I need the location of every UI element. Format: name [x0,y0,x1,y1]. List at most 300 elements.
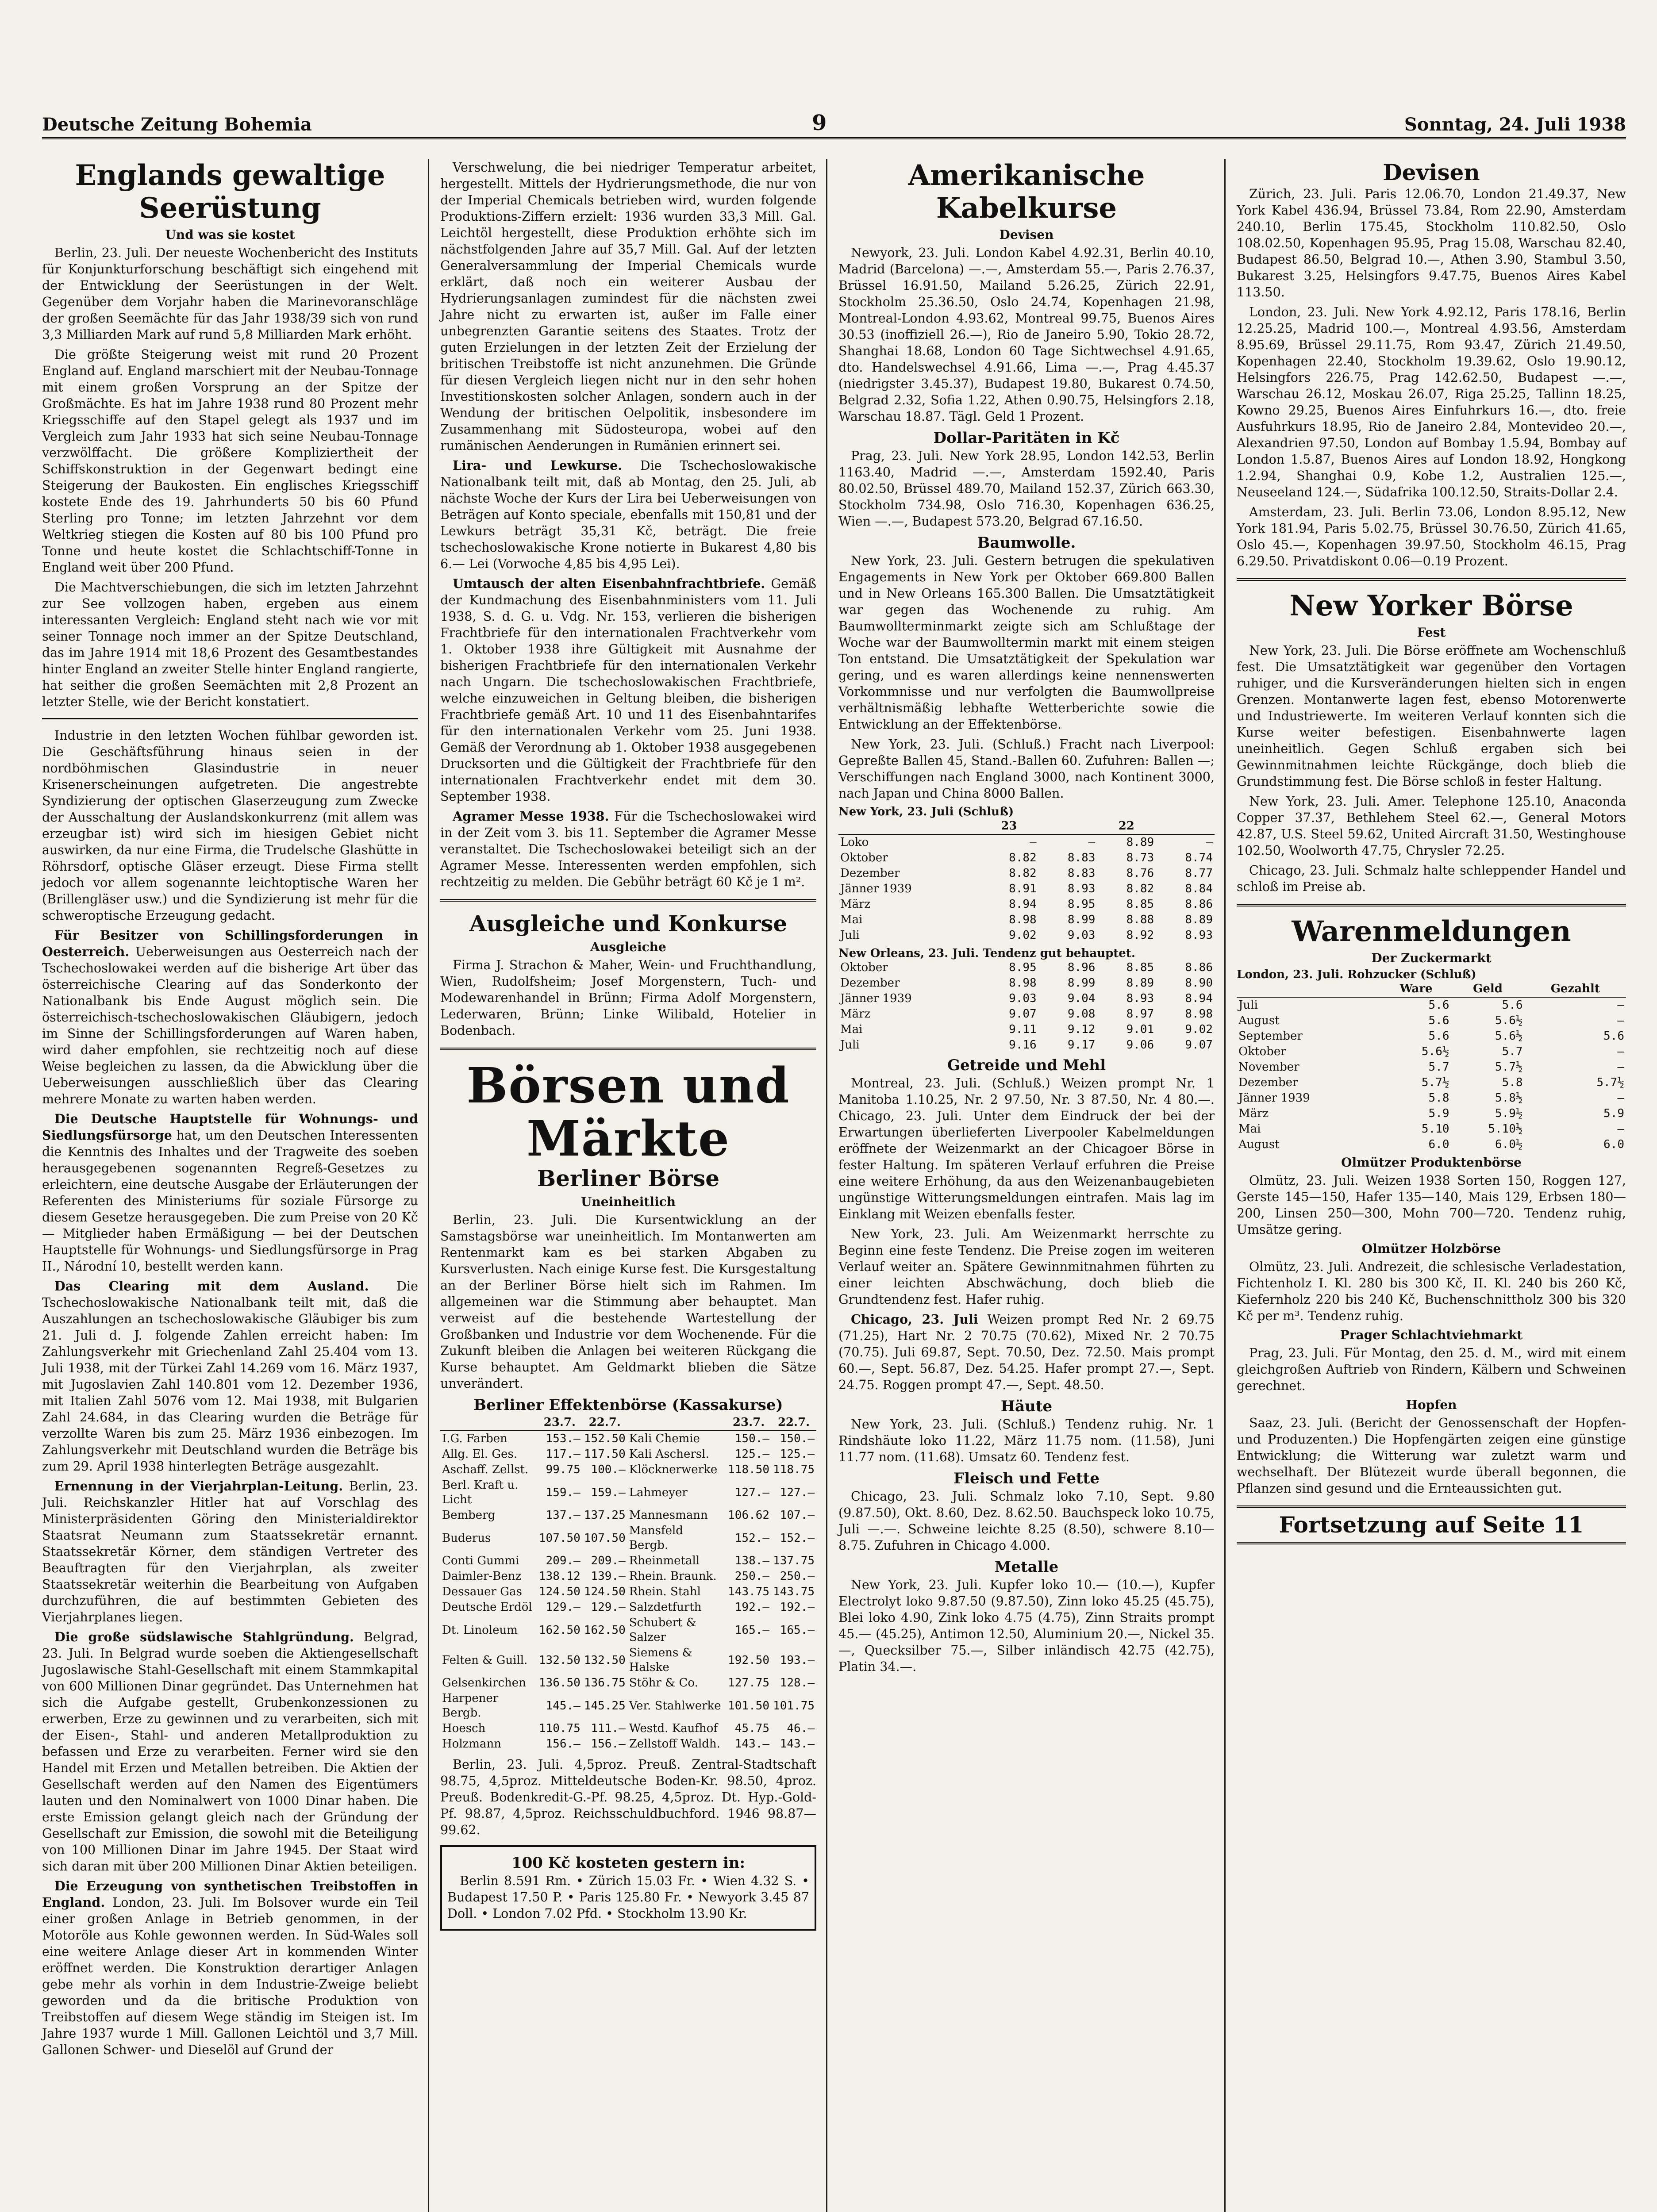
table-cell: 129.— [546,1601,581,1614]
table-cell: 159.— [546,1486,581,1499]
article-paragraph: Firma J. Strachon & Maher, Wein- und Fruchthandlung, Wien, Rudolfsheim; Josef Morgenstern, Tuch- und Modewarenhandel in Brünn; Firma Adolf Morgenstern, Lederwaren, Brünn; Linke Wilibald, Hotelier in Bodenbach. [440,958,816,1038]
table-cell: Rhein. Stahl [629,1585,701,1598]
table-cell: 8.89 [1126,836,1154,849]
table-cell: Stöhr & Co. [629,1676,698,1690]
table-cell: 9.07 [1185,1038,1213,1052]
table-cell: 143.— [780,1737,815,1751]
table-cell: 101.75 [773,1699,815,1713]
article-paragraph: Die Machtverschiebungen, die sich im letzten Jahrzehnt zur See vollzogen haben, ergeben aus einem interessanten Vergleich: England steht nach wie vor mit seiner Tonnage noch immer an der Spitze Deutschland, das im Jahre 1914 mit 18,6 Prozent des Gesamtbestandes hinter England an zweiter Stelle hinter England rangierte, hat seither die großen Seemächten mit 2,8 Prozent an letzter Stelle, wie der Bericht konstatiert. [42,580,418,709]
table-row [440,1721,816,1736]
table-cell: 9.16 [1009,1038,1037,1052]
table-cell: 8.98 [1009,913,1037,926]
section-title-metalle: Metalle [994,1558,1059,1576]
table-cell: — [1617,1045,1624,1058]
divider [1237,904,1626,906]
table-cell: Hoesch [442,1722,486,1735]
table-cell: 136.75 [584,1676,626,1690]
table-row [440,1569,816,1584]
column-4 [1237,159,1626,1544]
table-row [1237,1013,1626,1029]
section-title-ausgleiche: Ausgleiche und Konkurse [469,910,788,937]
table-cell: 8.91 [1009,882,1037,895]
table-cell: 107.50 [538,1531,581,1545]
article-paragraph: Olmütz, 23. Juli. Weizen 1938 Sorten 150, Roggen 127, Gerste 145—150, Hafer 135—140, Mais 129, Erbsen 180—200, Linsen 250—300, Mohn 700—720. Tendenz ruhig, Umsätze gering. [1237,1173,1626,1237]
article-text: Gemäß der Kundmachung des Eisenbahnministers vom 11. Juli 1938, S. d. G. u. Vdg. Nr. 153, verlieren die bisherigen Frachtbriefe für den internationalen Frachtverkehr vom 1. Oktober 1938 ihre Gültigkeit mit Ausnahme der bisherigen Frachtbriefe für den internationalen Verkehr nach Ungarn. Die tschechoslowakischen Frachtbriefe, welche einzuweichen in Geltung bleiben, die bisherigen Frachtbriefe gemäß Art. 10 und 11 des Eisenbahntarifes für den internationalen Verkehr vom 25. Juni 1938. Gemäß der Verordnung ab 1. Oktober 1938 ausgegebenen Drucksorten und die Gültigkeit der Frachtbriefe für den internationalen Frachtverkehr endet mit dem 30. September 1938. [440,576,816,804]
divider [42,718,418,719]
table-cell: Rheinmetall [629,1554,700,1567]
column-header: 23.7. [537,1415,582,1431]
article-paragraph: Olmütz, 23. Juli. Andrezeit, die schlesische Verladestation, Fichtenholz I. Kl. 280 bis 300 Kč, II. Kl. 240 bis 260 Kč, Kiefernholz 220 bis 240 Kč, Buchenschnittholz 300 bis 320 Kč per m³. Tendenz ruhig. [1237,1260,1626,1323]
table-row [440,1736,816,1752]
table-cell: 8.77 [1185,867,1213,880]
table-cell: 136.50 [538,1676,581,1690]
column-2 [440,159,816,1931]
table-row [838,897,1215,912]
table-cell: 9.17 [1067,1038,1096,1052]
table-cell: 8.86 [1185,898,1213,911]
column-header [440,1415,537,1431]
divider [1237,578,1626,581]
section-title-kabelkurse: Amerikanische Kabelkurse [908,159,1145,225]
table-cell: Rhein. Braunk. [629,1570,717,1583]
table-cell: Dessauer Gas [442,1585,522,1598]
table-cell: Mai [840,913,863,926]
table-cell: 143.75 [773,1585,815,1598]
table-row [838,1022,1215,1037]
table-cell: 8.93 [1067,882,1096,895]
table-cell: 143.75 [728,1585,770,1598]
table-cell: 139.— [591,1570,626,1583]
continuation-banner [1237,1505,1626,1544]
section-title-fleisch: Fleisch und Fette [953,1470,1100,1487]
table-caption: New Orleans, 23. Juli. Tendenz gut behauptet. [838,947,1135,960]
table-cell: 165.— [780,1623,815,1637]
table-cell: 193.— [780,1653,815,1667]
table-cell: 9.03 [1067,929,1096,942]
newspaper-page [42,111,1626,2212]
table-cell: 5.9½ [1495,1107,1523,1120]
table-cell: 152.50 [584,1432,626,1445]
table-cell: Loko [840,836,869,849]
table-cell: 165.— [734,1623,770,1637]
table-cell: 6.0 [1603,1138,1624,1151]
table-cell: 132.50 [538,1653,581,1667]
table-cell: 8.98 [1185,1007,1213,1021]
table-cell: — [1617,1122,1624,1136]
table-cell: 5.8½ [1495,1091,1523,1105]
continuation-text: Fortsetzung auf Seite 11 [1279,1512,1584,1538]
subhead: Und was sie kostet [165,227,295,242]
article-paragraph: Die größte Steigerung weist mit rund 20 Prozent England auf. England marschiert mit der Neubau-Tonnage mit einem großen Vorsprung an der Spitze der Großmächte. Es hat im Jahre 1938 rund 80 Prozent mehr Kriegsschiffe auf den Stapel gelegt als 1937 und im Vergleich zum Jahr 1933 hat sich seine Neubau-Tonnage verzwölffacht. Die größere Kompliziertheit der Schiffskonstruktion in der Gegenwart bedingt eine Steigerung der Baukosten. Ein englisches Kriegsschiff kostete Ende des 19. Jahrhunderts 50 bis 60 Pfund Sterling pro Tonne; im letzten Jahrzehnt vor dem Weltkrieg stiegen die Kosten auf 80 bis 100 Pfund pro Tonne und heute kostet die Schlachtschiff-Tonne in England weit über 200 Pfund. [42,347,418,575]
table-cell: 5.8 [1502,1076,1523,1089]
table-cell: 5.9 [1428,1107,1449,1120]
section-heading: Agramer Messe 1938. [453,809,609,824]
table-cell: Salzdetfurth [629,1601,702,1614]
article-paragraph: New York, 23. Juli. Die Börse eröffnete am Wochenschluß fest. Die Umsatztätigkeit war gegenüber den Vortagen ruhiger, und die Kursveränderungen hielten sich in engen Grenzen. Montanwerte lagen fest, ebenso Motorenwerte und Industriewerte. Im weiteren Verlauf konnten sich die Kurse weiter befestigen. Eisenbahnwerte lagen uneinheitlich. Gegen Schluß ergaben sich bei Gewinnmitnahmen leichte Rückgänge, doch blieb die Grundstimmung fest. Die Börse schloß in fester Haltung. [1237,643,1626,789]
table-cell: Allg. El. Ges. [442,1448,518,1461]
box-text: Berlin 8.591 Rm. • Zürich 15.03 Fr. • Wien 4.32 S. • Budapest 17.50 P. • Paris 125.80 Fr. • Newyork 3.45 87 Doll. • London 7.02 Pfd. • Stockholm 13.90 Kr. [447,1874,809,1921]
table-cell: 137.— [546,1509,581,1522]
table-cell: 9.12 [1067,1023,1096,1036]
table-cell: 8.95 [1009,961,1037,974]
column-header: Geld [1451,981,1525,997]
table-cell: 125.— [734,1448,770,1461]
subhead: Olmützer Holzbörse [1361,1241,1501,1256]
headline-seeruestung: Englands gewaltige Seerüstung [75,159,385,225]
table-row [440,1600,816,1615]
table-cell: 125.— [780,1448,815,1461]
table-row [1237,1029,1626,1044]
table-row [1237,1060,1626,1075]
table-cell: 8.74 [1185,851,1213,864]
column-rule [826,159,827,2212]
table-cell: 156.— [591,1737,626,1751]
table-cell: 8.94 [1185,992,1213,1005]
table-cell: 8.84 [1185,882,1213,895]
section-title-berliner-boerse: Berliner Börse [537,1165,720,1191]
column-3 [838,159,1215,1678]
table-row [440,1447,816,1462]
article-text: Weizen prompt Red Nr. 2 69.75 (71.25), Hart Nr. 2 70.75 (70.62), Mixed Nr. 2 70.75 (70.75). Juli 69.87, Sept. 70.50, Dez. 72.50. Mais prompt 60.—, Sept. 56.87, Dez. 54.25. Hafer prompt 27.—, Sept. 24.75. Roggen prompt 47.—, Sept. 48.50. [838,1312,1215,1392]
article-text: Für die Tschechoslowakei wird in der Zeit vom 3. bis 11. September die Agramer Messe veranstaltet. Die Tschechoslowakei beteiligt sich an der Agramer Messe. Interessenten werden empfohlen, sich rechtzeitig zu melden. Die Gebühr beträgt 60 Kč je 1 m². [440,809,816,889]
table-cell: 110.75 [538,1722,581,1735]
table-cell: 145.25 [584,1699,626,1713]
article-paragraph: Berlin, 23. Juli. Die Kursentwicklung an der Samstagsbörse war uneinheitlich. Im Montanwerten am Rentenmarkt kam es bei starken Abgaben zu Kursverlusten. Nach einige Kurse fest. Die Kursgestaltung an der Berliner Börse hielt sich im Rahmen. Im allgemeinen war die Stimmung aber behauptet. Man verweist auf die bestehende Wartestellung der Großbanken und Industrie vor dem Wochenende. Für die Zukunft bleiben die Anlagen bei weiteren Rückgang die Kurse behauptet. Am Geldmarkt blieben die Sätze unverändert. [440,1213,816,1391]
section-title-baumwolle: Baumwolle. [977,534,1076,552]
article-paragraph: New York, 23. Juli. (Schluß.) Tendenz ruhig. Nr. 1 Rindshäute loko 11.22, März 11.75 nom. (11.58), Juni 11.77 nom. (11.68). Umsatz 60. Tendenz fest. [838,1417,1215,1464]
table-cell: Holzmann [442,1737,501,1751]
subhead: Ausgleiche [590,940,666,954]
column-1 [42,159,418,2062]
issue-date: Sonntag, 24. Juli 1938 [1404,114,1626,135]
subhead: Devisen [999,227,1054,242]
table-cell: Oktober [840,851,888,864]
article-paragraph: Verschwelung, die bei niedriger Temperatur arbeitet, hergestellt. Mittels der Hydrierungsmethode, die nur von der Imperial Chemicals betrieben wird, wurden folgende Produktions-Ziffern erzielt: 1936 wurden 33,3 Mill. Gal. Leichtöl hergestellt, diese Produktion erhöhte sich im nächstfolgenden Jahre auf 35,7 Mill. Gal. Auf der letzten Generalversammlung der Imperial Chemicals wurde erklärt, daß noch ein weiterer Ausbau der Hydrierungsanlagen zumindest für die nächsten zwei Jahre nicht zu erwarten ist, außer im Falle einer unbegrenzten Garantie seitens des Staates. Trotz der guten Erzielungen in der letzten Zeit der Erzielung der britischen Treibstoffe ist nicht anzunehmen. Die Gründe für diesen Vergleich liegen nicht nur in den sehr hohen Investitionskosten solcher Anlagen, sondern auch in der Wendung der britischen Oelpolitik, insbesondere im Zusammenhang mit Südosteuropa, wobei auf den rumänischen Aenderungen in Rumänien erinnert sei. [440,160,816,453]
table-row [440,1675,816,1691]
section-title-ny-boerse: New Yorker Börse [1289,589,1573,622]
exchange-box [440,1845,816,1931]
table-row [440,1691,816,1721]
table-cell: 5.7½ [1495,1060,1523,1074]
column-rule [428,159,429,2212]
table-cell: 107.— [780,1509,815,1522]
article-paragraph: Chicago, 23. Juli. Schmalz loko 7.10, Sept. 9.80 (9.87.50), Okt. 8.60, Dez. 8.62.50. Bauchspeck loko 10.75, Juli —.—. Schweine leichte 8.25 (8.50), schwere 8.10—8.75. Zufuhren in Chicago 4.000. [838,1489,1215,1553]
article-paragraph: London, 23. Juli. New York 4.92.12, Paris 178.16, Berlin 12.25.25, Madrid 100.—, Montreal 4.93.56, Amsterdam 8.95.69, Brüssel 29.11.75, Rom 93.47, Zürich 21.49.50, Kopenhagen 22.40, Stockholm 19.39.62, Oslo 19.90.12, Helsingfors 226.75, Prag 142.62.50, Budapest —.—, Warschau 26.12, Moskau 26.07, Riga 25.25, Tallinn 18.25, Kowno 29.25, Buenos Aires Einfuhrkurs 16.—, dto. freie Ausfuhrkurs 18.95, Rio de Janeiro 2.84, Montevideo 20.—, Alexandrien 97.50, London auf Bombay 1.5.94, Bombay auf London 1.5.87, Buenos Aires auf London 18.92, Hongkong 1.2.94, Shanghai 0.9, Kobe 1.2, Australien 125.—, Neuseeland 124.—, Südafrika 100.12.50, Straits-Dollar 2.4. [1237,305,1626,499]
subhead: Fest [1417,625,1446,640]
table-row [1237,1075,1626,1091]
table-cell: Westd. Kaufhof [629,1722,718,1735]
cotton-ny-table [838,818,1215,943]
table-cell: 5.10 [1421,1122,1449,1136]
table-cell: 5.7 [1428,1060,1449,1074]
table-cell: 46.— [787,1722,815,1735]
table-cell: Daimler-Benz [442,1570,522,1583]
article-text: Die Tschechoslowakische Nationalbank teilt mit, daß ab Montag, den 25. Juli, ab nächste Woche der Kurs der Lira bei Ueberweisungen von Beträgen auf Konto speciale, ebenfalls mit 150,81 und der Lewkurs beträgt 35,31 Kč, beträgt. Die freie tschechoslowakische Krone notierte in Bukarest 4,80 bis 6.— Lei (Vorwoche 4,85 bis 4,95 Lei). [440,458,817,571]
table-cell: 192.— [734,1601,770,1614]
table-cell: 8.82 [1009,867,1037,880]
table-row [440,1645,816,1675]
article-paragraph: Prag, 23. Juli. Für Montag, den 25. d. M., wird mit einem gleichgroßen Auftrieb von Rindern, Kälbern und Schweinen gerechnet. [1237,1346,1626,1393]
table-cell: 8.99 [1067,976,1096,990]
table-cell: Conti Gummi [442,1554,519,1567]
table-cell: — [1088,836,1096,849]
table-cell: 8.93 [1185,929,1213,942]
table-cell: Dt. Linoleum [442,1623,518,1637]
table-cell: 100.— [591,1463,626,1476]
table-cell: Ver. Stahlwerke [629,1699,721,1713]
box-title: 100 Kč kosteten gestern in: [511,1854,746,1872]
table-cell: Bemberg [442,1509,496,1522]
table-cell: 8.96 [1067,961,1096,974]
table-cell: 8.89 [1126,976,1154,990]
article-paragraph: New York, 23. Juli. Am Weizenmarkt herrschte zu Beginn eine feste Tendenz. Die Preise zogen im weiteren Verlauf weiter an. Spätere Gewinnmitnahmen führten zu einer leichten Abschwächung, doch blieb die Grundtendenz fest. Hafer ruhig. [838,1227,1215,1307]
table-cell: 8.94 [1009,898,1037,911]
table-cell: 8.82 [1009,851,1037,864]
table-row [838,991,1215,1006]
table-cell: 9.08 [1067,1007,1096,1021]
table-cell: 6.0½ [1495,1138,1523,1151]
table-cell: 127.— [780,1486,815,1499]
table-cell: Juli [840,929,860,942]
table-cell: Felten & Guill. [442,1653,528,1667]
table-cell: 192.— [780,1601,815,1614]
table-cell: Siemens & Halske [629,1646,692,1674]
article-paragraph: Montreal, 23. Juli. (Schluß.) Weizen prompt Nr. 1 Manitoba 1.10.25, Nr. 2 97.50, Nr. 3 87.50, Nr. 4 80.—. Chicago, 23. Juli. Unter dem Eindruck der bei der Erwartungen überlieferten Liverpooler Kabelmeldungen eröffnete der Weizenmarkt an der Chicagoer Börse in fester Haltung. Im späteren Verlauf erfuhren die Preise eine weitere Erhöhung, da aus den Weizenanbaugebieten ungünstige Witterungsmeldungen eintrafen. Mais lag im Einklang mit Weizen ebenfalls fester. [838,1076,1215,1221]
table-cell: 150.— [734,1432,770,1445]
table-cell: Deutsche Erdöl [442,1601,532,1614]
table-cell: 9.07 [1009,1007,1037,1021]
table-cell: Aschaff. Zellst. [442,1463,529,1476]
table-cell: 192.50 [728,1653,770,1667]
article-text: Ueberweisungen aus Oesterreich nach der Tschechoslowakei werden auf die bisherige Art über das österreichische Clearing auf das Sonderkonto der Nationalbank bis Ende August möglich sein. Die österreichisch-tschechoslowakischen Gläubigern, jedoch im Sinne der Schillingsforderungen auf Waren haben, wird daher empfohlen, sie rechtzeitig noch auf diese Weise begleichen zu lassen, da die Abwicklung über die Ueberweisungen ausschließlich über das Clearing mehrere Monate zu warten haben werden. [42,945,418,1106]
section-heading: Umtausch der alten Eisenbahnfrachtbriefe. [453,576,765,591]
column-header: 23.7. [726,1415,771,1431]
table-cell: 159.— [591,1486,626,1499]
section-heading: Die Deutsche Hauptstelle für Wohnungs- und Siedlungsfürsorge [42,1111,418,1143]
table-cell: 132.50 [584,1653,626,1667]
masthead [42,111,1626,139]
table-row [838,960,1215,975]
table-cell: Dezember [1238,1076,1298,1089]
section-heading: Für Besitzer von Schillingsforderungen in Oesterreich. [42,928,418,959]
table-cell: 5.6 [1428,1029,1449,1043]
section-title-warenmeldungen: Warenmeldungen [1292,915,1571,948]
table-cell: November [1238,1060,1299,1074]
table-cell: September [1238,1029,1303,1043]
subhead: Der Zuckermarkt [1371,951,1492,965]
table-cell: 5.9 [1603,1107,1624,1120]
table-cell: 138.12 [538,1570,581,1583]
table-row [1237,997,1626,1013]
table-cell: 8.88 [1126,913,1154,926]
page-number: 9 [812,111,827,135]
table-cell: 8.73 [1126,851,1154,864]
article-paragraph: Amsterdam, 23. Juli. Berlin 73.06, London 8.95.12, New York 181.94, Paris 5.02.75, Brüssel 30.76.50, Zürich 41.65, Oslo 45.—, Kopenhagen 39.97.50, Stockholm 46.15, Prag 6.29.50. Privatdiskont 0.06—0.19 Prozent. [1237,505,1626,568]
table-cell: 8.76 [1126,867,1154,880]
section-title-devisen: Devisen [1383,159,1480,185]
article-paragraph: Industrie in den letzten Wochen fühlbar geworden ist. Die Geschäftsführung hinaus seien in der nordböhmischen Glasindustrie in neuer Krisenerscheinungen aufgetreten. Die angestrebte Syndizierung der optischen Glaserzeugung zum Zwecke der Ausschaltung der Auslandskonkurrenz (mit allem was erzeugbar ist) wird sich im hiesigen Gebiet nicht auswirken, da nur eine Firma, die Trudelsche Glashütte in Röhrsdorf, optische Gläser erzeugt. Diese Firma stellt jedoch vor allem sogenannte leichtoptische Waren her (Brillengläser usw.) und die Syndizierung ist mehr für die schweroptische Erzeugung gedacht. [42,728,418,923]
table-cell: 9.01 [1126,1023,1154,1036]
table-cell: 5.6½ [1495,1029,1523,1043]
table-cell: Juli [1238,998,1258,1012]
table-cell: 152.— [780,1531,815,1545]
table-cell: 250.— [780,1570,815,1583]
article-paragraph: New York, 23. Juli. (Schluß.) Fracht nach Liverpool: Gepreßte Ballen 45, Stand.-Ballen 60. Zufuhren: Ballen —; Verschiffungen nach England 3000, nach Kontinent 3000, nach Japan und China 8000 Ballen. [838,737,1215,801]
table-cell: 99.75 [546,1463,581,1476]
column-header: Gezahlt [1525,981,1626,997]
table-cell: 124.50 [538,1585,581,1598]
table-cell: Oktober [840,961,888,974]
article-text: Berlin, 23. Juli. Reichskanzler Hitler hat auf Vorschlag des Ministerpräsidenten Göring den Ministerialdirektor Staatsrat Neumann zum Staatssekretär ernannt. Staatssekretär Körner, dem ständigen Vertreter des Beauftragten für den Vierjahrplan, als zweiter Staatssekretär weiterhin die Bearbeitung von Aufgaben durchzuführen, die auf bestimmten Gebieten des Vierjahrplanes liegen. [42,1479,419,1624]
table-cell: 8.99 [1067,913,1096,926]
table-cell: 5.7½ [1421,1076,1449,1089]
table-cell: Mansfeld Bergb. [629,1524,683,1552]
table-cell: 127.— [734,1486,770,1499]
table-cell: Lahmeyer [629,1486,688,1499]
subhead: Hopfen [1406,1398,1457,1412]
column-header [1156,818,1215,834]
table-cell: — [1617,1014,1624,1027]
table-cell: 118.75 [773,1463,815,1476]
table-cell: Dezember [840,867,900,880]
divider [440,1048,816,1050]
table-caption: London, 23. Juli. Rohzucker (Schluß) [1237,968,1476,981]
table-cell: Mai [1238,1122,1261,1136]
divider [440,899,816,902]
table-cell: 8.90 [1185,976,1213,990]
article-text: Belgrad, 23. Juli. In Belgrad wurde soeben die Aktiengesellschaft Jugoslawische Stahl-Gesellschaft mit einem Stammkapital von 600 Millionen Dinar gegründet. Das Unternehmen hat sich die Aufgabe gestellt, Grubenkonzessionen zu erwerben, Erze zu gewinnen und zu verarbeiten, sich mit der Eisen-, Stahl- und anderen Metallproduktion zu befassen und Erze zu verarbeiten. Ferner wird sie den Handel mit Erzen und Metallen betreiben. Die Aktien der Gesellschaft werden auf den Namen des Eigentümers lauten und den Nominalwert von 1000 Dinar haben. Die erste Emission gelangt gleich nach der Gründung der Gesellschaft zur Emission, die sowohl mit die Beteiligung von 100 Millionen Dinar im Jahre 1945. Der Staat wird sich daran mit über 200 Millionen Dinar Aktien beteiligen. [42,1630,418,1874]
table-row [440,1553,816,1569]
section-title-getreide: Getreide und Mehl [947,1056,1106,1074]
article-paragraph: New York, 23. Juli. Gestern betrugen die spekulativen Engagements in New York per Oktober 669.800 Ballen und in New Orleans 165.300 Ballen. Die Umsatztätigkeit war gegen das Wochenende zu ruhig. Am Baumwollterminmarkt zeigte sich am Schlußtage der Woche war der Baumwolltermin markt mit einem steigen Ton entstand. Die Umsatztätigkeit der Spekulation war gering, und es waren allerdings keine nennenswerten Vorkommnisse und nur verfolgten die Baumwollpreise verhältnismäßig lebhafte Wetterberichte sowie die Entwicklung an der Effektenbörse. [838,553,1215,732]
table-cell: 107.50 [584,1531,626,1545]
newspaper-name: Deutsche Zeitung Bohemia [42,114,312,135]
column-rule [1224,159,1226,2212]
article-paragraph: Prag, 23. Juli. New York 28.95, London 142.53, Berlin 1163.40, Madrid —.—, Amsterdam 1592.40, Paris 80.02.50, Brüssel 489.70, Mailand 152.37, Zürich 663.30, Stockholm 734.98, Oslo 716.30, Kopenhagen 636.25, Wien —.—, Budapest 573.20, Belgrad 67.16.50. [838,449,1215,529]
table-cell: 5.10½ [1488,1122,1523,1136]
table-cell: 138.— [734,1554,770,1567]
table-cell: August [1238,1014,1280,1027]
column-header: Ware [1381,981,1451,997]
table-cell: 9.03 [1009,992,1037,1005]
table-cell: Harpener Bergb. [442,1692,499,1720]
table-row [838,866,1215,881]
subhead: Prager Schlachtviehmarkt [1340,1328,1523,1342]
article-paragraph: Chicago, 23. Juli. Schmalz halte schleppender Handel und schloß im Preise ab. [1237,863,1626,894]
article-paragraph: New York, 23. Juli. Amer. Telephone 125.10, Anaconda Copper 37.37, Bethlehem Steel 62.—, General Motors 42.87, U.S. Steel 59.62, United Aircraft 31.50, Westinghouse 102.50, Woolworth 47.75, Chrysler 72.25. [1237,794,1626,858]
table-cell: 150.— [780,1432,815,1445]
column-header: 23 [980,818,1038,834]
table-cell: 8.85 [1126,961,1154,974]
cotton-no-table [838,960,1215,1053]
section-title-boersen: Börsen und Märkte [466,1057,790,1167]
column-header [838,818,980,834]
article-paragraph: Zürich, 23. Juli. Paris 12.06.70, London 21.49.37, New York Kabel 436.94, Brüssel 73.84, Rom 22.90, Amsterdam 240.10, Berlin 175.45, Stockholm 110.82.50, Oslo 108.02.50, Kopenhagen 95.95, Prag 15.08, Warschau 82.40, Budapest 86.50, Belgrad 10.—, Athen 3.90, Stambul 3.50, Bukarest 3.25, Helsingfors 9.47.75, Buenos Aires Kabel 113.50. [1237,187,1626,300]
section-title-haeute: Häute [1000,1398,1053,1415]
table-cell: Zellstoff Waldh. [629,1737,720,1751]
table-cell: März [840,1007,871,1021]
table-row [440,1478,816,1508]
table-cell: März [840,898,871,911]
table-cell: 250.— [734,1570,770,1583]
table-cell: 209.— [546,1554,581,1567]
table-cell: — [1206,836,1213,849]
table-cell: 8.97 [1126,1007,1154,1021]
table-cell: 5.7 [1502,1045,1523,1058]
table-cell: 101.50 [728,1699,770,1713]
table-cell: 8.82 [1126,882,1154,895]
table-cell: 117.— [546,1448,581,1461]
table-cell: 8.83 [1067,867,1096,880]
table-cell: 106.62 [728,1509,770,1522]
table-cell: März [1238,1107,1269,1120]
table-cell: 137.75 [773,1554,815,1567]
table-cell: Gelsenkirchen [442,1676,526,1690]
table-cell: 8.98 [1009,976,1037,990]
table-cell: 209.— [591,1554,626,1567]
sugar-table [1237,981,1626,1152]
subhead: Olmützer Produktenbörse [1341,1155,1522,1170]
table-row [440,1508,816,1523]
table-row [838,881,1215,897]
table-row [838,1006,1215,1022]
table-cell: 5.6 [1603,1029,1624,1043]
table-cell: — [1030,836,1037,849]
section-heading: Ernennung in der Vierjahrplan-Leitung. [54,1479,343,1494]
table-cell: 129.— [591,1601,626,1614]
table-row [1237,1106,1626,1121]
table-cell: — [1617,998,1624,1012]
table-cell: 162.50 [584,1623,626,1637]
table-cell: 8.83 [1067,851,1096,864]
table-cell: 8.92 [1126,929,1154,942]
table-cell: Jänner 1939 [1238,1091,1310,1105]
table-cell: 9.02 [1009,929,1037,942]
section-title-effekten: Berliner Effektenbörse (Kassakurse) [473,1396,783,1414]
table-row [440,1431,816,1447]
table-cell: Berl. Kraft u. Licht [442,1479,519,1506]
column-header: 22 [1097,818,1156,834]
column-header [1038,818,1097,834]
section-heading: Chicago, 23. Juli [851,1312,978,1327]
article-paragraph: Newyork, 23. Juli. London Kabel 4.92.31, Berlin 40.10, Madrid (Barcelona) —.—, Amsterdam 55.—, Paris 2.76.37, Brüssel 16.91.50, Mailand 5.26.25, Zürich 22.91, Stockholm 25.36.50, Oslo 24.74, Kopenhagen 21.98, Montreal-London 4.93.62, Montreal 99.75, Buenos Aires 30.53 (inoffiziell 26.—), Rio de Janeiro 5.90, Tokio 28.72, Shanghai 18.68, London 60 Tage Sichtwechsel 4.91.65, dto. Handelswechsel 4.91.66, Lima —.—, Prag 4.45.37 (niedrigster 3.45.37), Budapest 19.80, Bukarest 0.74.50, Belgrad 2.32, Sofia 1.22, Athen 0.90.75, Helsingfors 2.18, Warschau 18.87. Tägl. Geld 1 Prozent. [838,246,1215,424]
table-cell: 124.50 [584,1585,626,1598]
table-cell: Kali Aschersl. [629,1448,709,1461]
table-cell: Klöcknerwerke [629,1463,718,1476]
column-header: 22.7. [582,1415,627,1431]
table-cell: Schubert & Salzer [629,1616,696,1644]
table-row [838,1037,1215,1053]
table-cell: Mai [840,1023,863,1036]
table-cell: 128.— [780,1676,815,1690]
table-cell: 9.04 [1067,992,1096,1005]
table-cell: 111.— [591,1722,626,1735]
table-cell: 152.— [734,1531,770,1545]
article-paragraph: Berlin, 23. Juli. Der neueste Wochenbericht des Instituts für Konjunkturforschung beschäftigt sich eingehend mit der Entwicklung der Seerüstungen in der Welt. Gegenüber dem Vorjahr haben die Marinevoranschläge der großen Seemächte für das Jahr 1938/39 sich von rund 3,3 Milliarden Mark auf rund 5,8 Milliarden Mark erhöht. [42,246,418,342]
table-cell: — [1617,1091,1624,1105]
table-cell: 156.— [546,1737,581,1751]
section-heading: Die große südslawische Stahlgründung. [54,1629,354,1644]
table-row [1237,1137,1626,1152]
article-text: hat, um den Deutschen Interessenten die Kenntnis des Inhaltes und der Tragweite des soeben herausgegebenen sogenannten Regreß-Gesetzes zu erleichtern, eine deutsche Ausgabe der Erläuterungen der Referenten des Ministeriums für soziale Fürsorge zu diesem Gesetze herausgegeben. Die zum Preise von 20 Kč — Mitglieder haben Ermäßigung — bei der Deutschen Hauptstelle für Wohnungs- und Siedlungsfürsorge in Prag II., Národní 10, bestellt werden kann. [42,1128,418,1274]
table-cell: 118.50 [728,1463,770,1476]
column-header [1237,981,1381,997]
column-header [627,1415,726,1431]
table-cell: 8.93 [1126,992,1154,1005]
table-cell: Mannesmann [629,1509,708,1522]
table-row [838,834,1215,850]
table-row [440,1462,816,1478]
